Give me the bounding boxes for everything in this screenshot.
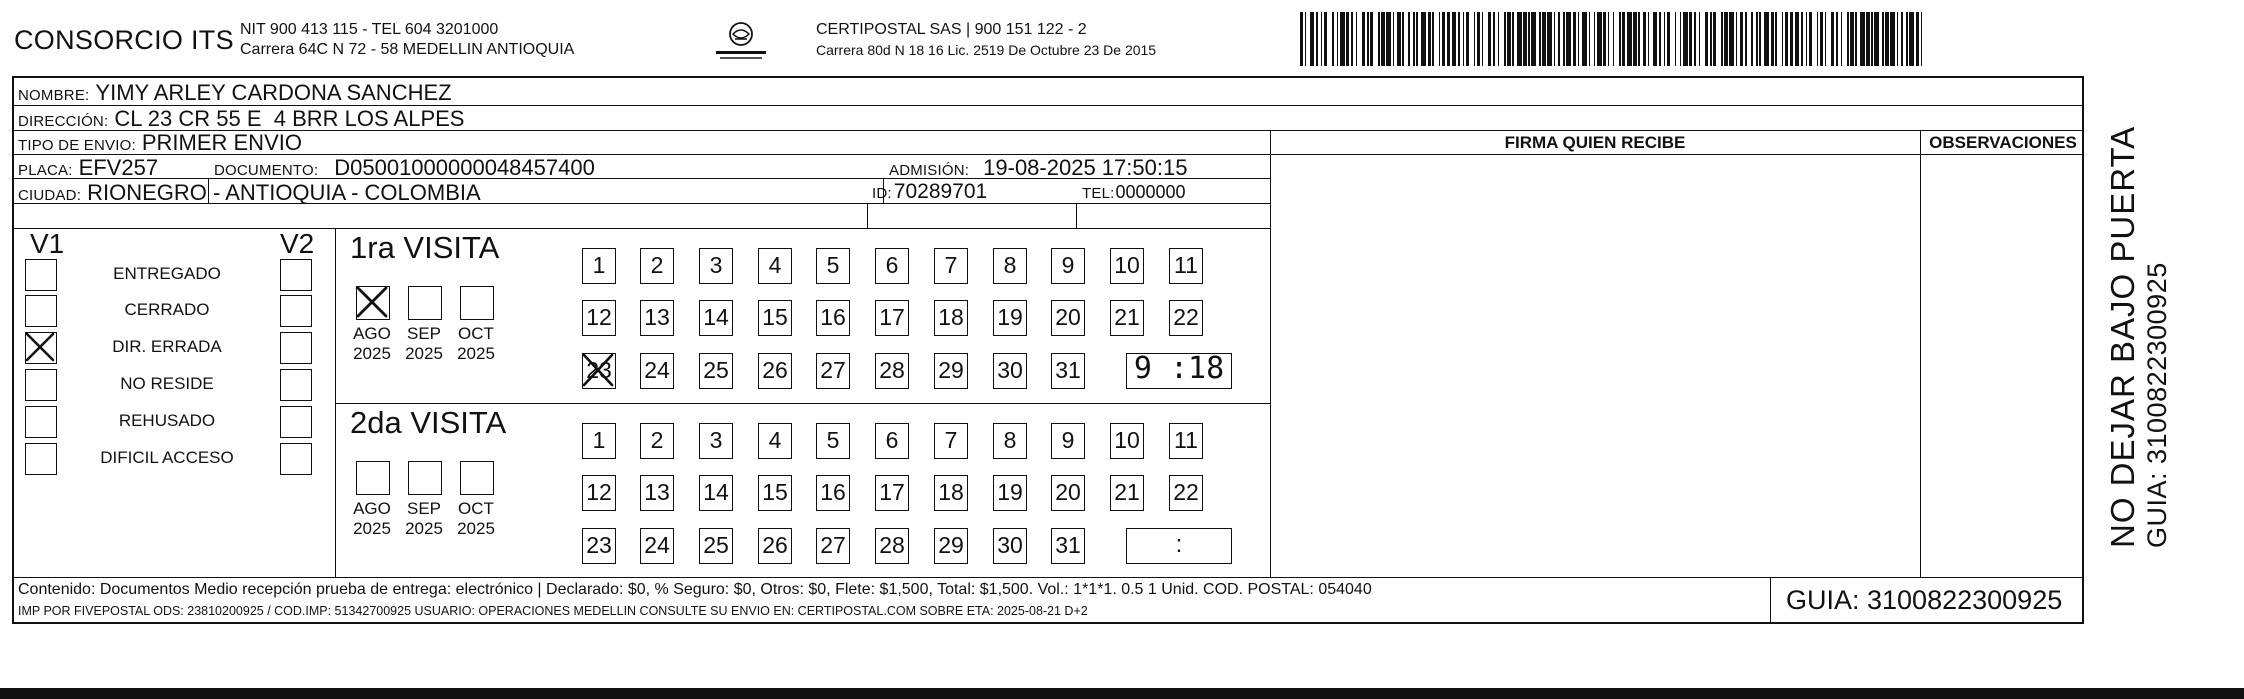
- month-name: AGO: [353, 499, 391, 518]
- month-year: 2025: [405, 344, 443, 363]
- day-box[interactable]: 9: [1051, 248, 1085, 284]
- status-v1-checkbox[interactable]: [25, 369, 57, 401]
- tel-value: 0000000: [1115, 182, 1186, 202]
- day-box[interactable]: 10: [1110, 423, 1144, 459]
- nombre-label: NOMBRE:: [18, 87, 90, 104]
- month-label: [342, 324, 402, 364]
- day-box[interactable]: 8: [993, 248, 1027, 284]
- placa-value: EFV257: [78, 155, 159, 180]
- month-label: [394, 499, 454, 539]
- day-box[interactable]: 13: [640, 300, 674, 336]
- documento-row: [214, 155, 595, 181]
- status-label: ENTREGADO: [113, 264, 221, 283]
- day-box[interactable]: 11: [1169, 248, 1203, 284]
- day-box[interactable]: 27: [816, 353, 850, 389]
- month-year: 2025: [405, 519, 443, 538]
- carrier-info: [816, 20, 1156, 60]
- day-box[interactable]: 12: [582, 475, 616, 511]
- certipostal-logo-icon: [706, 20, 776, 66]
- tel-row: [1082, 182, 1186, 203]
- day-box[interactable]: 8: [993, 423, 1027, 459]
- day-box[interactable]: 21: [1110, 300, 1144, 336]
- day-box[interactable]: 1: [582, 248, 616, 284]
- status-v2-checkbox[interactable]: [280, 332, 312, 364]
- status-v2-checkbox[interactable]: [280, 369, 312, 401]
- tipo-envio-value: PRIMER ENVIO: [141, 130, 302, 155]
- day-box[interactable]: 29: [934, 353, 968, 389]
- company-name: CONSORCIO ITS: [14, 25, 234, 55]
- status-v1-checkbox[interactable]: [25, 443, 57, 475]
- company-address: Carrera 64C N 72 - 58 MEDELLIN ANTIOQUIA: [240, 41, 575, 58]
- x-mark-icon: [355, 285, 389, 319]
- ciudad-label: CIUDAD:: [18, 187, 82, 204]
- month-checkbox[interactable]: [356, 461, 390, 495]
- day-box[interactable]: 21: [1110, 475, 1144, 511]
- day-box[interactable]: 29: [934, 528, 968, 564]
- day-box[interactable]: 17: [875, 300, 909, 336]
- nombre-row: [18, 80, 452, 106]
- tel-label: TEL:: [1082, 185, 1115, 202]
- status-v2-checkbox[interactable]: [280, 406, 312, 438]
- day-box[interactable]: 15: [758, 300, 792, 336]
- day-box[interactable]: 15: [758, 475, 792, 511]
- day-box[interactable]: 9: [1051, 423, 1085, 459]
- admision-label: ADMISIÓN:: [889, 162, 970, 179]
- carrier-address: Carrera 80d N 18 16 Lic. 2519 De Octubre 23 De 2015: [816, 42, 1157, 58]
- day-box[interactable]: 3: [699, 423, 733, 459]
- day-box[interactable]: 26: [758, 528, 792, 564]
- day-box[interactable]: 18: [934, 475, 968, 511]
- day-box[interactable]: 2: [640, 248, 674, 284]
- day-box[interactable]: 24: [640, 353, 674, 389]
- tipo-envio-label: TIPO DE ENVIO:: [18, 137, 136, 154]
- placa-row: [18, 155, 158, 181]
- month-name: AGO: [353, 324, 391, 343]
- visit-title: 2da VISITA: [350, 405, 507, 440]
- direccion-row: [18, 106, 464, 132]
- month-label: [394, 324, 454, 364]
- admision-row: [889, 155, 1187, 181]
- month-year: 2025: [457, 344, 495, 363]
- bottom-edge: [0, 688, 2244, 699]
- direccion-value: CL 23 CR 55 E 4 BRR LOS ALPES: [114, 106, 465, 131]
- month-checkbox[interactable]: [356, 286, 390, 320]
- month-checkbox[interactable]: [460, 286, 494, 320]
- carrier-name: CERTIPOSTAL SAS | 900 151 122 - 2: [816, 21, 1087, 38]
- id-label: ID:: [872, 185, 892, 202]
- day-box[interactable]: 22: [1169, 475, 1203, 511]
- side-guia: GUIA: 3100822300925: [2142, 262, 2172, 548]
- status-v1-checkbox[interactable]: [25, 259, 57, 291]
- ciudad-row: [18, 180, 481, 206]
- day-box[interactable]: 6: [875, 423, 909, 459]
- month-name: OCT: [458, 499, 494, 518]
- month-checkbox[interactable]: [408, 286, 442, 320]
- day-box[interactable]: 4: [758, 423, 792, 459]
- delivery-form: [12, 76, 2084, 624]
- day-box[interactable]: 3: [699, 248, 733, 284]
- month-year: 2025: [353, 519, 391, 538]
- month-name: SEP: [406, 324, 442, 343]
- side-warning: NO DEJAR BAJO PUERTA: [2104, 125, 2141, 548]
- day-box[interactable]: 14: [699, 475, 733, 511]
- x-mark-icon: [24, 331, 56, 363]
- direccion-label: DIRECCIÓN:: [18, 113, 109, 130]
- status-v2-checkbox[interactable]: [280, 295, 312, 327]
- day-box[interactable]: 25: [699, 528, 733, 564]
- visit-title: 1ra VISITA: [350, 230, 500, 265]
- day-box[interactable]: 5: [816, 423, 850, 459]
- admision-value: 19-08-2025 17:50:15: [983, 155, 1188, 180]
- day-box[interactable]: 28: [875, 528, 909, 564]
- month-year: 2025: [353, 344, 391, 363]
- day-box[interactable]: 27: [816, 528, 850, 564]
- day-box[interactable]: 20: [1051, 475, 1085, 511]
- status-v1-checkbox[interactable]: [25, 406, 57, 438]
- day-box[interactable]: 25: [699, 353, 733, 389]
- id-row: [872, 180, 987, 204]
- observaciones-header: OBSERVACIONES: [1929, 133, 2077, 152]
- day-box[interactable]: 13: [640, 475, 674, 511]
- placa-label: PLACA:: [18, 162, 73, 179]
- day-box[interactable]: 1: [582, 423, 616, 459]
- ciudad-value: RIONEGRO - ANTIOQUIA - COLOMBIA: [87, 180, 481, 205]
- day-box[interactable]: 30: [993, 528, 1027, 564]
- status-label: CERRADO: [124, 300, 210, 319]
- day-box[interactable]: 17: [875, 475, 909, 511]
- status-label: REHUSADO: [118, 411, 216, 430]
- id-value: 70289701: [893, 180, 988, 203]
- barcode: [1300, 12, 1930, 66]
- time-box[interactable]: 9 :18: [1126, 353, 1232, 389]
- day-box[interactable]: 16: [816, 475, 850, 511]
- month-checkbox[interactable]: [460, 461, 494, 495]
- status-label: DIFICIL ACCESO: [100, 448, 234, 467]
- status-v1-checkbox[interactable]: [25, 332, 57, 364]
- day-box[interactable]: 31: [1051, 353, 1085, 389]
- day-box[interactable]: 16: [816, 300, 850, 336]
- day-box[interactable]: 5: [816, 248, 850, 284]
- documento-label: DOCUMENTO:: [214, 162, 319, 179]
- day-box[interactable]: 23: [582, 528, 616, 564]
- month-label: [446, 324, 506, 364]
- day-box[interactable]: 2: [640, 423, 674, 459]
- v1-header: V1: [30, 228, 65, 259]
- day-box[interactable]: 26: [758, 353, 792, 389]
- status-v1-checkbox[interactable]: [25, 295, 57, 327]
- status-label: DIR. ERRADA: [112, 337, 222, 356]
- day-box[interactable]: 19: [993, 475, 1027, 511]
- footer-impresion: IMP POR FIVEPOSTAL ODS: 23810200925 / COD.IMP: 51342700925 USUARIO: OPERACIONES MEDELLIN CONSULTE SU ENVIO EN: CERTIPOSTAL.COM SOBRE ETA: 2025-08-21 D+2: [18, 604, 1088, 618]
- day-box[interactable]: 12: [582, 300, 616, 336]
- firma-header: FIRMA QUIEN RECIBE: [1504, 133, 1686, 152]
- month-name: OCT: [458, 324, 494, 343]
- month-checkbox[interactable]: [408, 461, 442, 495]
- day-box[interactable]: 4: [758, 248, 792, 284]
- nombre-value: YIMY ARLEY CARDONA SANCHEZ: [95, 80, 452, 105]
- day-box[interactable]: 6: [875, 248, 909, 284]
- x-mark-icon: [581, 352, 615, 388]
- status-label: NO RESIDE: [120, 374, 214, 393]
- status-v2-checkbox[interactable]: [280, 443, 312, 475]
- day-box[interactable]: 28: [875, 353, 909, 389]
- day-box[interactable]: 22: [1169, 300, 1203, 336]
- day-box[interactable]: 19: [993, 300, 1027, 336]
- v2-header: V2: [280, 228, 315, 259]
- day-box[interactable]: 10: [1110, 248, 1144, 284]
- month-year: 2025: [457, 519, 495, 538]
- day-box[interactable]: 14: [699, 300, 733, 336]
- day-box[interactable]: 23: [582, 353, 616, 389]
- day-box[interactable]: 18: [934, 300, 968, 336]
- footer-guia: GUIA: 3100822300925: [1786, 585, 2063, 615]
- footer-contenido: Contenido: Documentos Medio recepción prueba de entrega: electrónico | Declarado: $0, % Seguro: $0, Otros: $0, Flete: $1,500, Total: $1,500. Vol.: 1*1*1. 0.5 1 Unid. COD. POSTAL: 054040: [18, 581, 1372, 598]
- documento-value: D05001000000048457400: [334, 155, 595, 180]
- company-info: [240, 20, 574, 60]
- day-box[interactable]: 30: [993, 353, 1027, 389]
- day-box[interactable]: 7: [934, 423, 968, 459]
- month-label: [342, 499, 402, 539]
- day-box[interactable]: 7: [934, 248, 968, 284]
- status-v2-checkbox[interactable]: [280, 259, 312, 291]
- side-notes: [2104, 126, 2173, 548]
- day-box[interactable]: 11: [1169, 423, 1203, 459]
- company-nit: NIT 900 413 115 - TEL 604 3201000: [240, 21, 499, 38]
- day-box[interactable]: 24: [640, 528, 674, 564]
- day-box[interactable]: 20: [1051, 300, 1085, 336]
- tipo-envio-row: [18, 130, 302, 156]
- month-name: SEP: [406, 499, 442, 518]
- month-label: [446, 499, 506, 539]
- day-box[interactable]: 31: [1051, 528, 1085, 564]
- time-box[interactable]: :: [1126, 528, 1232, 564]
